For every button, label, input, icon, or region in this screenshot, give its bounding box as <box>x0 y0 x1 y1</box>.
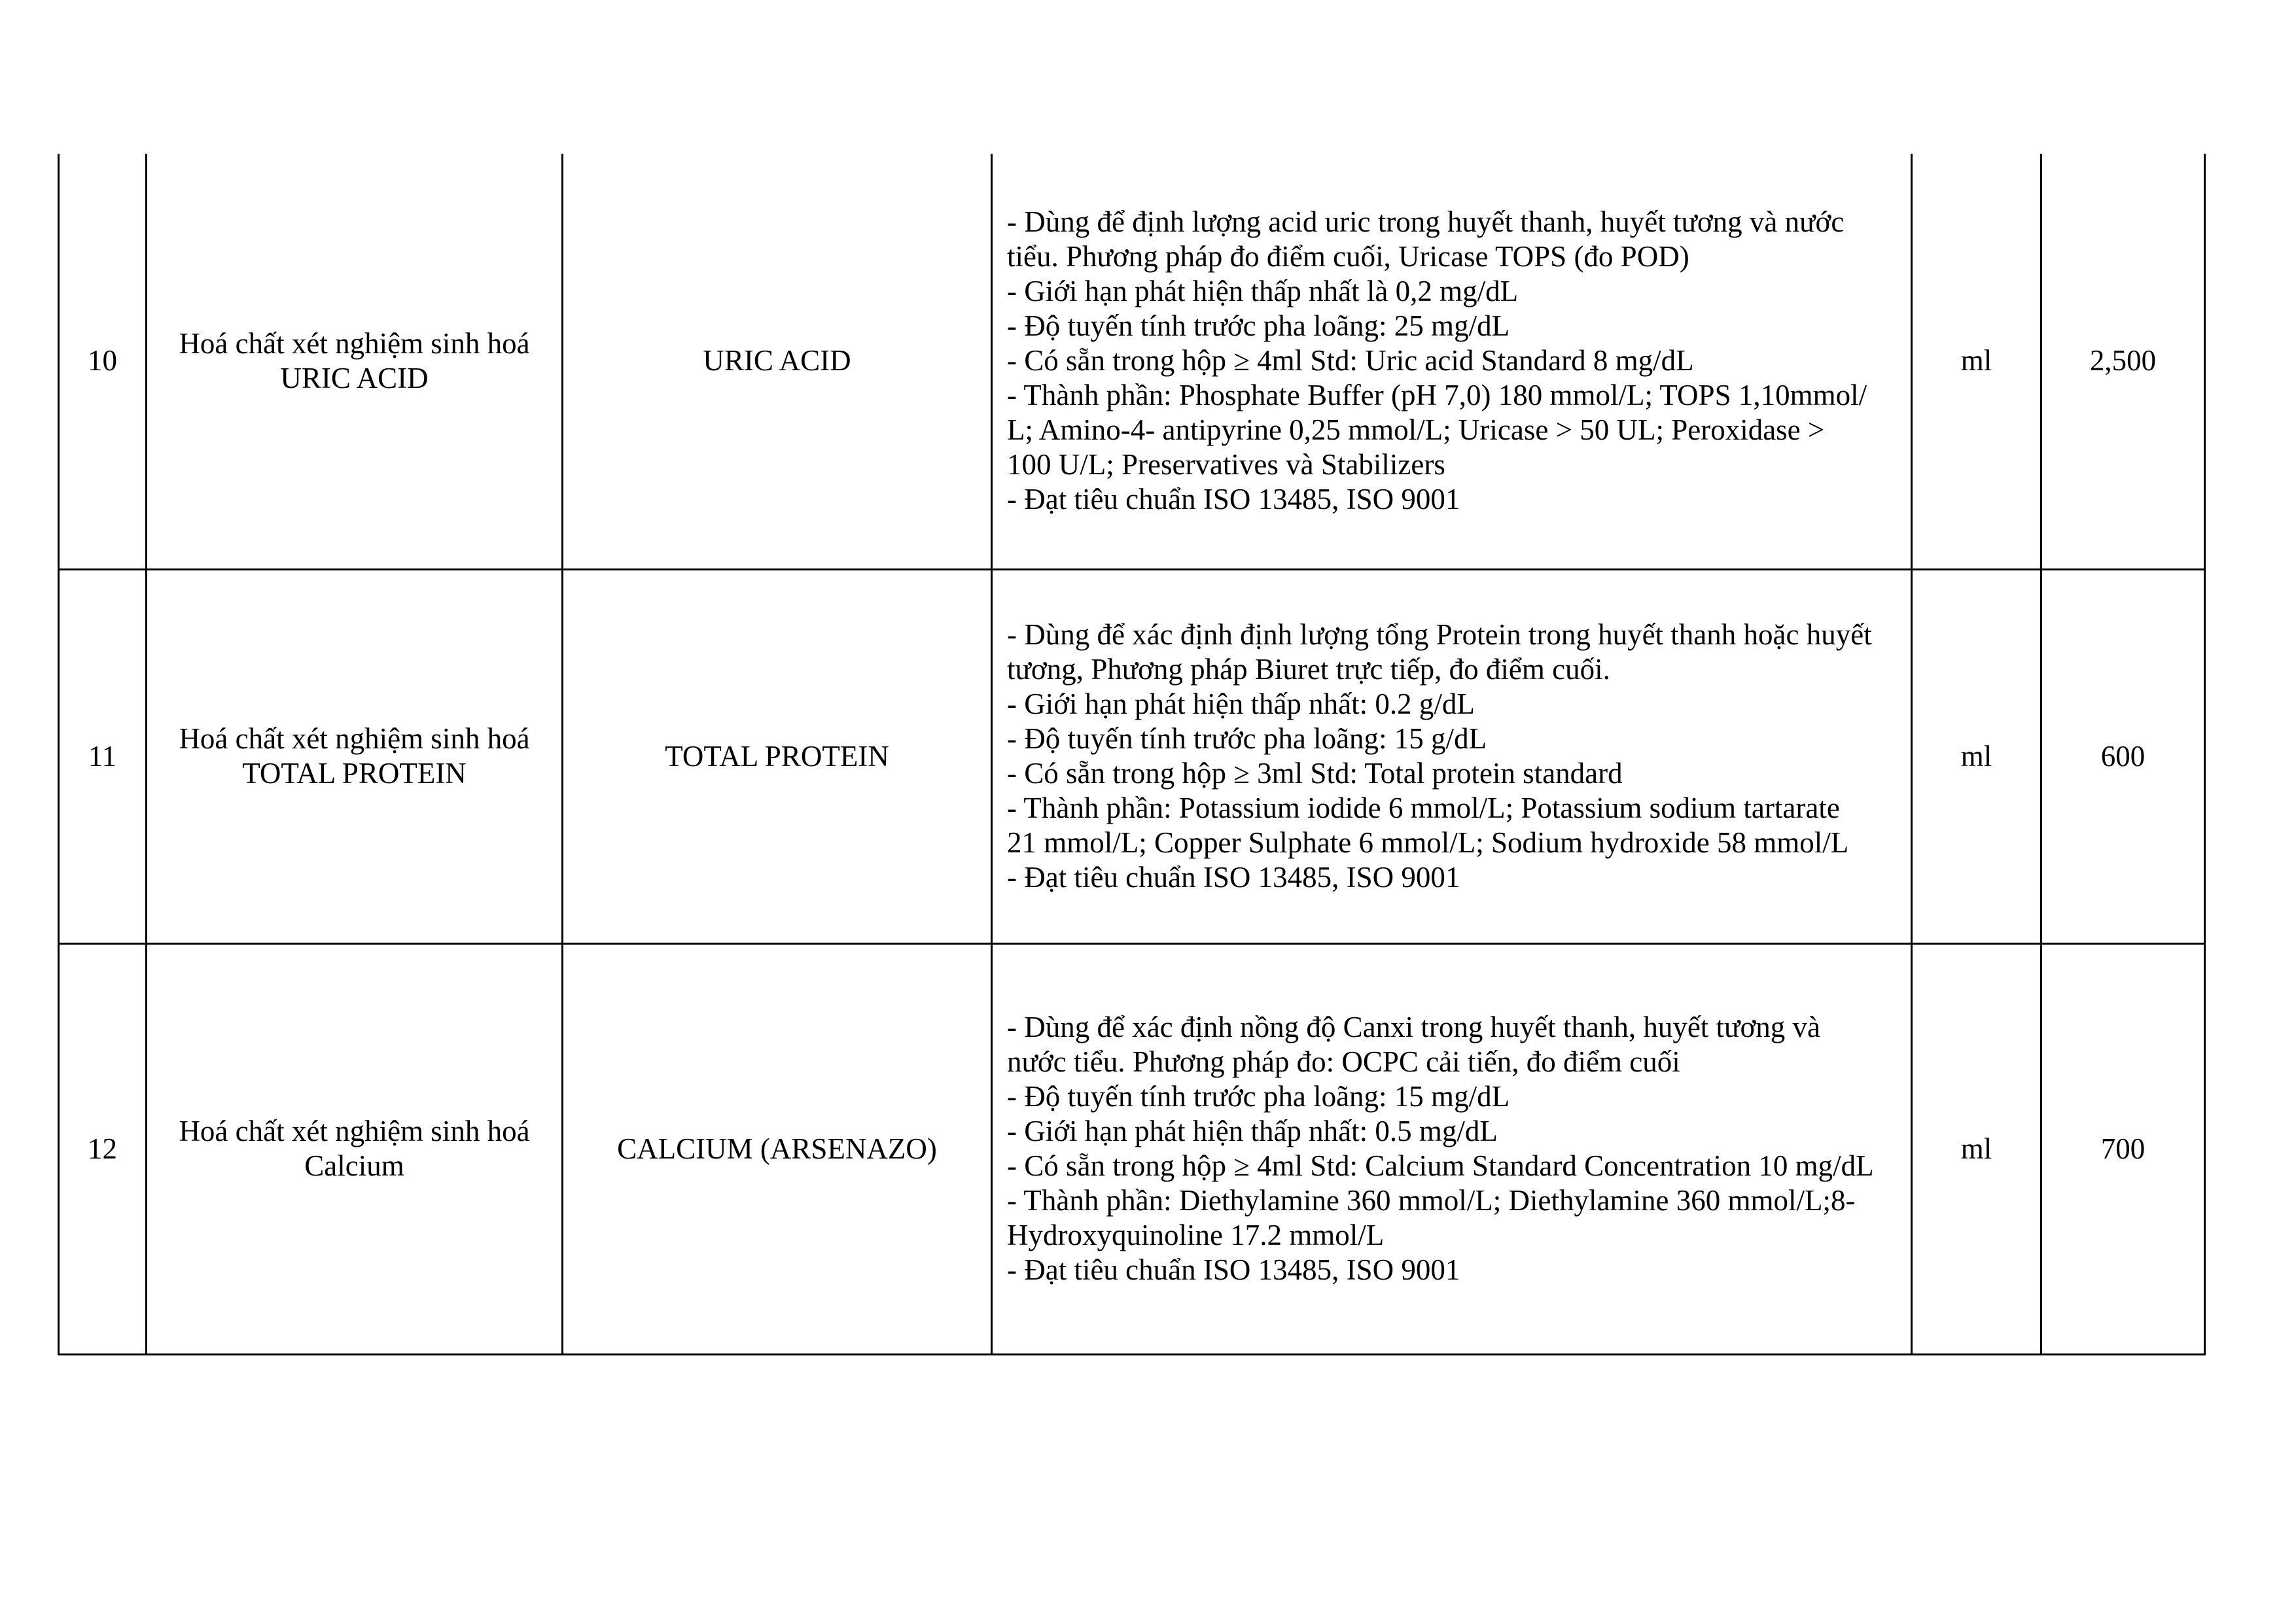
row-number: 11 <box>59 569 147 943</box>
unit: ml <box>1912 943 2041 1354</box>
specification-table-page <box>58 154 2204 1355</box>
technical-specification <box>992 154 1912 569</box>
product-name-line-2: URIC ACID <box>280 361 429 394</box>
spec-line: - Dùng để định lượng acid uric trong huyết thanh, huyết tương và nước <box>1007 205 1845 239</box>
quantity: 2,500 <box>2041 154 2205 569</box>
spec-line: - Độ tuyến tính trước pha loãng: 25 mg/dL <box>1007 309 1510 343</box>
spec-line: - Dùng để xác định định lượng tổng Protein trong huyết thanh hoặc huyết <box>1007 618 1872 651</box>
row-number: 12 <box>59 943 147 1354</box>
unit: ml <box>1912 569 2041 943</box>
product-code: URIC ACID <box>563 154 992 569</box>
spec-line: - Giới hạn phát hiện thấp nhất: 0.5 mg/dL <box>1007 1115 1498 1147</box>
product-name-line-1: Hoá chất xét nghiệm sinh hoá <box>179 722 530 755</box>
quantity: 700 <box>2041 943 2205 1354</box>
spec-line: - Có sẵn trong hộp ≥ 4ml Std: Uric acid Standard 8 mg/dL <box>1007 344 1694 377</box>
quantity: 600 <box>2041 569 2205 943</box>
spec-line: - Đạt tiêu chuẩn ISO 13485, ISO 9001 <box>1007 861 1460 894</box>
spec-line: - Thành phần: Phosphate Buffer (pH 7,0) 180 mmol/L; TOPS 1,10mmol/ <box>1007 379 1867 412</box>
spec-line: - Giới hạn phát hiện thấp nhất là 0,2 mg/dL <box>1007 275 1519 308</box>
spec-line: - Thành phần: Diethylamine 360 mmol/L; Diethylamine 360 mmol/L;8- <box>1007 1184 1856 1217</box>
table-row <box>59 154 2205 569</box>
specification-table <box>58 154 2206 1355</box>
spec-line: - Giới hạn phát hiện thấp nhất: 0.2 g/dL <box>1007 688 1475 720</box>
product-name-line-2: Calcium <box>304 1149 404 1182</box>
product-name-line-1: Hoá chất xét nghiệm sinh hoá <box>179 1115 530 1147</box>
product-name <box>147 154 563 569</box>
technical-specification <box>992 943 1912 1354</box>
row-number: 10 <box>59 154 147 569</box>
spec-line: Hydroxyquinoline 17.2 mmol/L <box>1007 1219 1385 1251</box>
table-row <box>59 943 2205 1354</box>
spec-line: 21 mmol/L; Copper Sulphate 6 mmol/L; Sodium hydroxide 58 mmol/L <box>1007 826 1849 859</box>
spec-line: - Đạt tiêu chuẩn ISO 13485, ISO 9001 <box>1007 1253 1460 1286</box>
spec-line: - Dùng để xác định nồng độ Canxi trong huyết thanh, huyết tương và <box>1007 1011 1820 1043</box>
spec-line: - Thành phần: Potassium iodide 6 mmol/L; Potassium sodium tartarate <box>1007 792 1840 824</box>
product-name-line-2: TOTAL PROTEIN <box>242 757 467 790</box>
spec-line: 100 U/L; Preservatives và Stabilizers <box>1007 448 1445 481</box>
technical-specification <box>992 569 1912 943</box>
spec-line: tương, Phương pháp Biuret trực tiếp, đo điểm cuối. <box>1007 653 1610 686</box>
product-code: CALCIUM (ARSENAZO) <box>563 943 992 1354</box>
product-name <box>147 569 563 943</box>
spec-line: tiểu. Phương pháp đo điểm cuối, Uricase TOPS (đo POD) <box>1007 240 1689 273</box>
spec-line: - Có sẵn trong hộp ≥ 4ml Std: Calcium Standard Concentration 10 mg/dL <box>1007 1149 1874 1182</box>
unit: ml <box>1912 154 2041 569</box>
spec-line: - Đạt tiêu chuẩn ISO 13485, ISO 9001 <box>1007 483 1460 516</box>
table-row <box>59 569 2205 943</box>
product-code: TOTAL PROTEIN <box>563 569 992 943</box>
spec-line: nước tiểu. Phương pháp đo: OCPC cải tiến, đo điểm cuối <box>1007 1045 1680 1078</box>
spec-line: - Độ tuyến tính trước pha loãng: 15 mg/dL <box>1007 1080 1510 1113</box>
spec-line: L; Amino-4- antipyrine 0,25 mmol/L; Uricase > 50 UL; Peroxidase > <box>1007 413 1825 447</box>
product-name <box>147 943 563 1354</box>
product-name-line-1: Hoá chất xét nghiệm sinh hoá <box>179 326 530 360</box>
spec-line: - Có sẵn trong hộp ≥ 3ml Std: Total protein standard <box>1007 757 1623 790</box>
spec-line: - Độ tuyến tính trước pha loãng: 15 g/dL <box>1007 722 1487 755</box>
